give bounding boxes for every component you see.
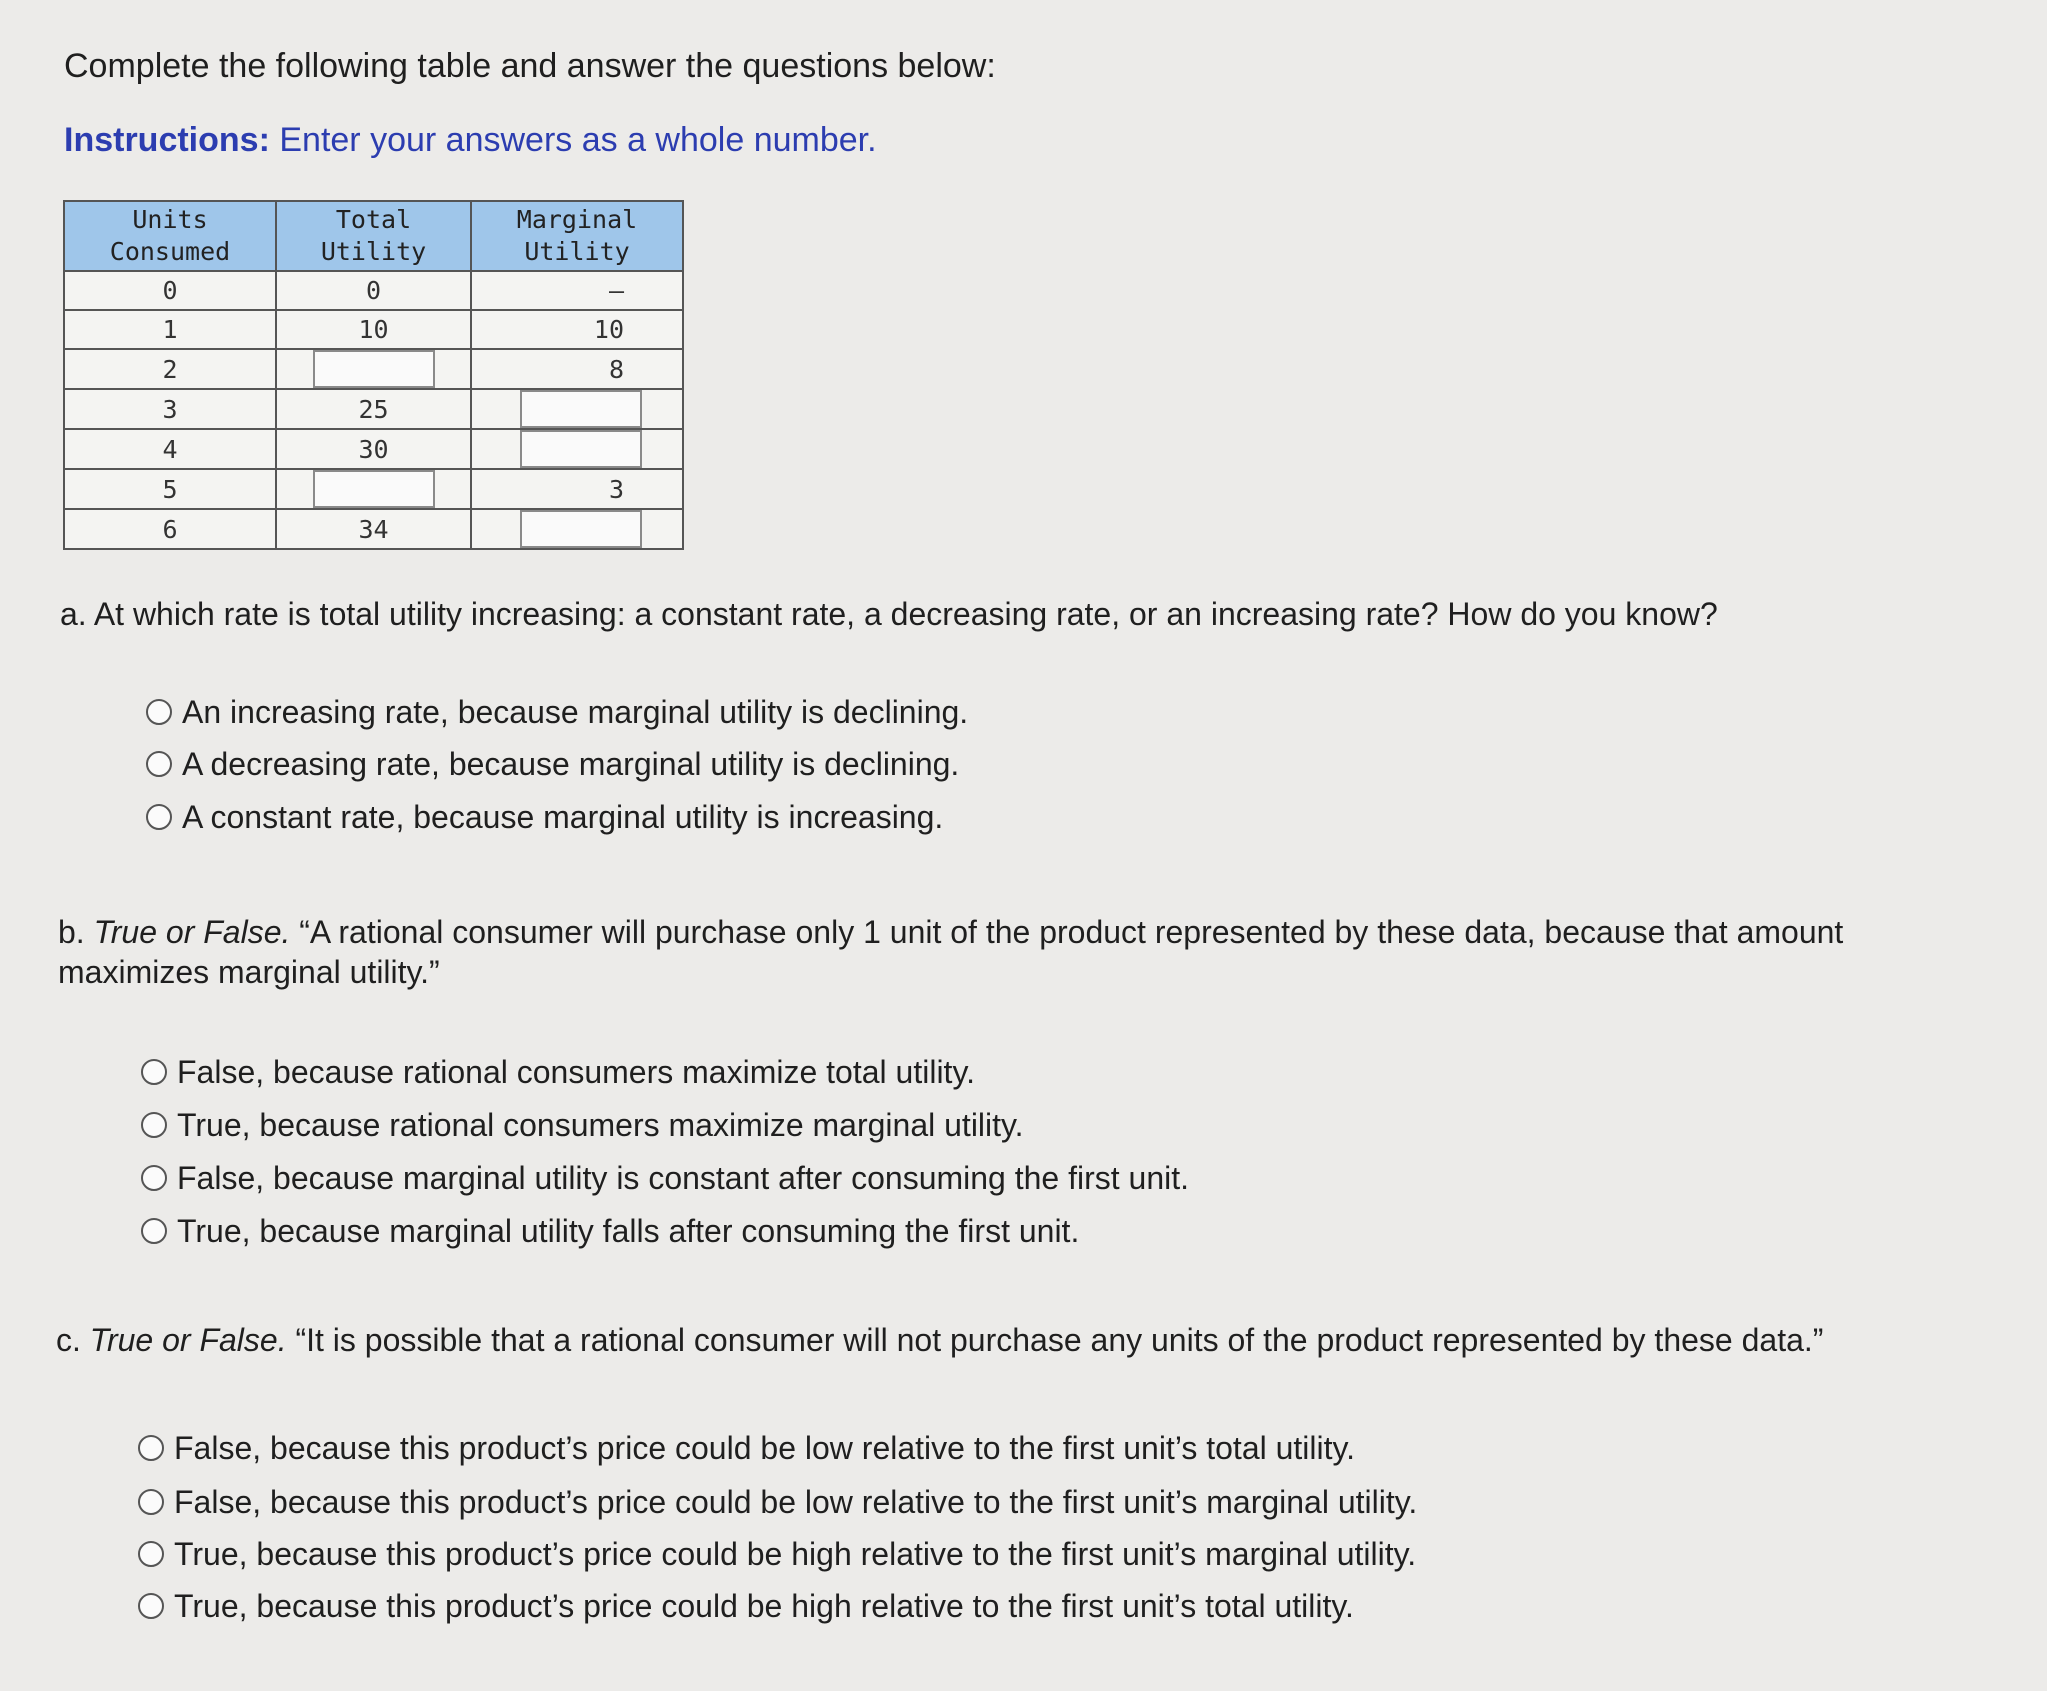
radio-button[interactable] — [141, 1112, 167, 1138]
radio-button[interactable] — [146, 804, 172, 830]
total-utility-cell: 25 — [276, 389, 471, 429]
total-utility-cell — [276, 349, 471, 389]
question-c-option-4[interactable] — [138, 1586, 1354, 1626]
radio-button[interactable] — [146, 699, 172, 725]
question-b-option-3[interactable] — [141, 1158, 1189, 1198]
total-utility-input-2[interactable] — [313, 350, 435, 388]
total-utility-cell — [276, 469, 471, 509]
total-utility-cell: 34 — [276, 509, 471, 549]
radio-button[interactable] — [146, 751, 172, 777]
units-cell: 4 — [64, 429, 276, 469]
total-utility-cell: 30 — [276, 429, 471, 469]
table-row — [64, 389, 683, 429]
header-total-utility: Total Utility — [276, 201, 471, 271]
option-label: True, because this product’s price could be high relative to the first unit’s marginal utility. — [174, 1536, 1417, 1572]
marginal-utility-input-3[interactable] — [520, 390, 642, 428]
question-c-option-3[interactable] — [138, 1534, 1416, 1574]
radio-button[interactable] — [138, 1489, 164, 1515]
marginal-utility-input-6[interactable] — [520, 510, 642, 548]
header-units-consumed: Units Consumed — [64, 201, 276, 271]
option-label: A constant rate, because marginal utility is increasing. — [182, 799, 944, 835]
question-c-text — [56, 1320, 1956, 1360]
marginal-utility-value: 10 — [593, 315, 624, 344]
utility-table — [63, 200, 684, 550]
option-label: False, because marginal utility is constant after consuming the first unit. — [177, 1160, 1190, 1196]
question-c-option-1[interactable] — [138, 1428, 1355, 1468]
header-marginal-utility: Marginal Utility — [471, 201, 683, 271]
table-row — [64, 271, 683, 310]
radio-button[interactable] — [141, 1165, 167, 1191]
question-c-body: “It is possible that a rational consumer will not purchase any units of the product represented by these data.” — [295, 1322, 1824, 1358]
question-b-option-4[interactable] — [141, 1211, 1079, 1251]
units-cell: 6 — [64, 509, 276, 549]
units-cell: 5 — [64, 469, 276, 509]
radio-button[interactable] — [141, 1059, 167, 1085]
units-cell: 2 — [64, 349, 276, 389]
marginal-utility-value: — — [608, 276, 624, 305]
marginal-utility-value: 8 — [608, 354, 624, 384]
table-row — [64, 310, 683, 349]
table-row — [64, 469, 683, 509]
total-utility-cell: 0 — [276, 271, 471, 310]
instructions-body: Enter your answers as a whole number. — [279, 121, 877, 159]
marginal-utility-value: 3 — [608, 474, 624, 504]
option-label: False, because this product’s price could be low relative to the first unit’s marginal utility. — [174, 1484, 1418, 1520]
table-row — [64, 509, 683, 549]
question-c-italic: True or False. — [89, 1322, 287, 1358]
marginal-utility-input-4[interactable] — [520, 430, 642, 468]
units-cell: 3 — [64, 389, 276, 429]
marginal-utility-cell — [471, 349, 683, 389]
question-c-option-2[interactable] — [138, 1482, 1417, 1522]
question-b-body: “A rational consumer will purchase only 1 unit of the product represented by these data, because that amount maximizes marginal utility.” — [58, 914, 1844, 990]
marginal-utility-cell — [471, 310, 683, 349]
question-a-option-1[interactable] — [146, 692, 968, 732]
units-cell: 1 — [64, 310, 276, 349]
marginal-utility-cell — [471, 271, 683, 310]
units-cell: 0 — [64, 271, 276, 310]
marginal-utility-cell — [471, 429, 683, 469]
question-b-text — [58, 912, 1958, 992]
radio-button[interactable] — [138, 1541, 164, 1567]
option-label: False, because rational consumers maximize total utility. — [177, 1054, 975, 1090]
option-label: An increasing rate, because marginal utility is declining. — [182, 694, 969, 730]
question-c-prefix: c. — [56, 1322, 81, 1358]
option-label: False, because this product’s price could be low relative to the first unit’s total utility. — [174, 1430, 1356, 1466]
table-row — [64, 349, 683, 389]
table-header-row — [64, 201, 683, 271]
question-a-option-3[interactable] — [146, 797, 943, 837]
total-utility-input-5[interactable] — [313, 470, 435, 508]
question-a-text: a. At which rate is total utility increasing: a constant rate, a decreasing rate, or an increasing rate? How do you know? — [60, 596, 1718, 632]
radio-button[interactable] — [138, 1435, 164, 1461]
marginal-utility-cell — [471, 509, 683, 549]
question-a-option-2[interactable] — [146, 744, 959, 784]
question-b-prefix: b. — [58, 914, 85, 950]
option-label: True, because this product’s price could be high relative to the first unit’s total utility. — [174, 1588, 1354, 1624]
question-b-italic: True or False. — [93, 914, 291, 950]
intro-text: Complete the following table and answer the questions below: — [64, 47, 996, 85]
option-label: True, because marginal utility falls after consuming the first unit. — [177, 1213, 1080, 1249]
option-label: True, because rational consumers maximize marginal utility. — [177, 1107, 1024, 1143]
instructions-label: Instructions: — [64, 121, 270, 159]
question-b-option-2[interactable] — [141, 1105, 1024, 1145]
table-row — [64, 429, 683, 469]
marginal-utility-cell — [471, 389, 683, 429]
radio-button[interactable] — [141, 1218, 167, 1244]
total-utility-cell: 10 — [276, 310, 471, 349]
marginal-utility-cell — [471, 469, 683, 509]
option-label: A decreasing rate, because marginal utility is declining. — [182, 746, 960, 782]
question-b-option-1[interactable] — [141, 1052, 975, 1092]
radio-button[interactable] — [138, 1593, 164, 1619]
instructions-text — [64, 118, 877, 162]
